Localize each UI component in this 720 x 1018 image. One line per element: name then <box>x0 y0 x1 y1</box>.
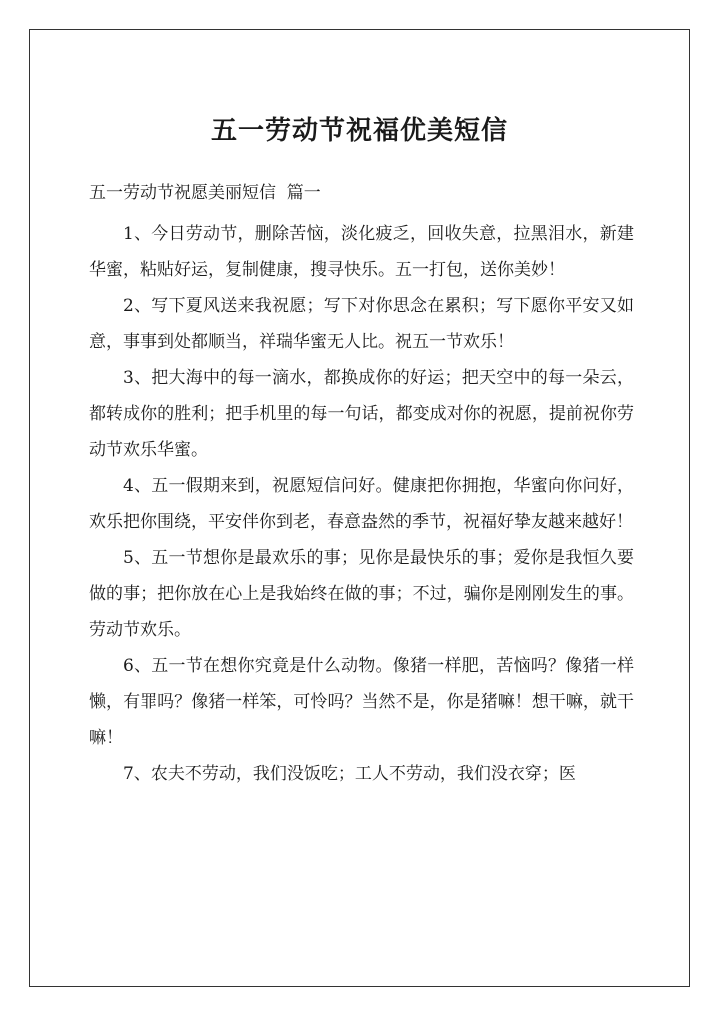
section-heading: 五一劳动节祝愿美丽短信 篇一 <box>89 183 321 203</box>
paragraph-3: 3、把大海中的每一滴水，都换成你的好运；把天空中的每一朵云，都转成你的胜利；把手机里的每一句话，都变成对你的祝愿，提前祝你劳动节欢乐华蜜。 <box>89 368 634 460</box>
paragraph-6: 6、五一节在想你究竟是什么动物。像猪一样肥，苦恼吗？像猪一样懒，有罪吗？像猪一样笨，可怜吗？当然不是，你是猪嘛！想干嘛，就干嘛！ <box>89 656 634 748</box>
paragraph-5: 5、五一节想你是最欢乐的事；见你是最快乐的事；爱你是我恒久要做的事；把你放在心上是我始终在做的事；不过，骗你是刚刚发生的事。劳动节欢乐。 <box>89 548 634 640</box>
paragraph-7: 7、农夫不劳动，我们没饭吃；工人不劳动，我们没衣穿；医 <box>123 764 576 784</box>
paragraph-2: 2、写下夏风送来我祝愿；写下对你思念在累积；写下愿你平安又如意，事事到处都顺当，祥瑞华蜜无人比。祝五一节欢乐！ <box>89 296 634 352</box>
document-title: 五一劳动节祝福优美短信 <box>210 116 508 146</box>
paragraph-1: 1、今日劳动节，删除苦恼，淡化疲乏，回收失意，拉黑泪水，新建华蜜，粘贴好运，复制健康，搜寻快乐。五一打包，送你美妙！ <box>89 224 634 280</box>
paragraph-4: 4、五一假期来到，祝愿短信问好。健康把你拥抱，华蜜向你问好，欢乐把你围绕，平安伴你到老，春意盎然的季节，祝福好挚友越来越好！ <box>89 476 634 532</box>
document-body <box>89 216 634 792</box>
